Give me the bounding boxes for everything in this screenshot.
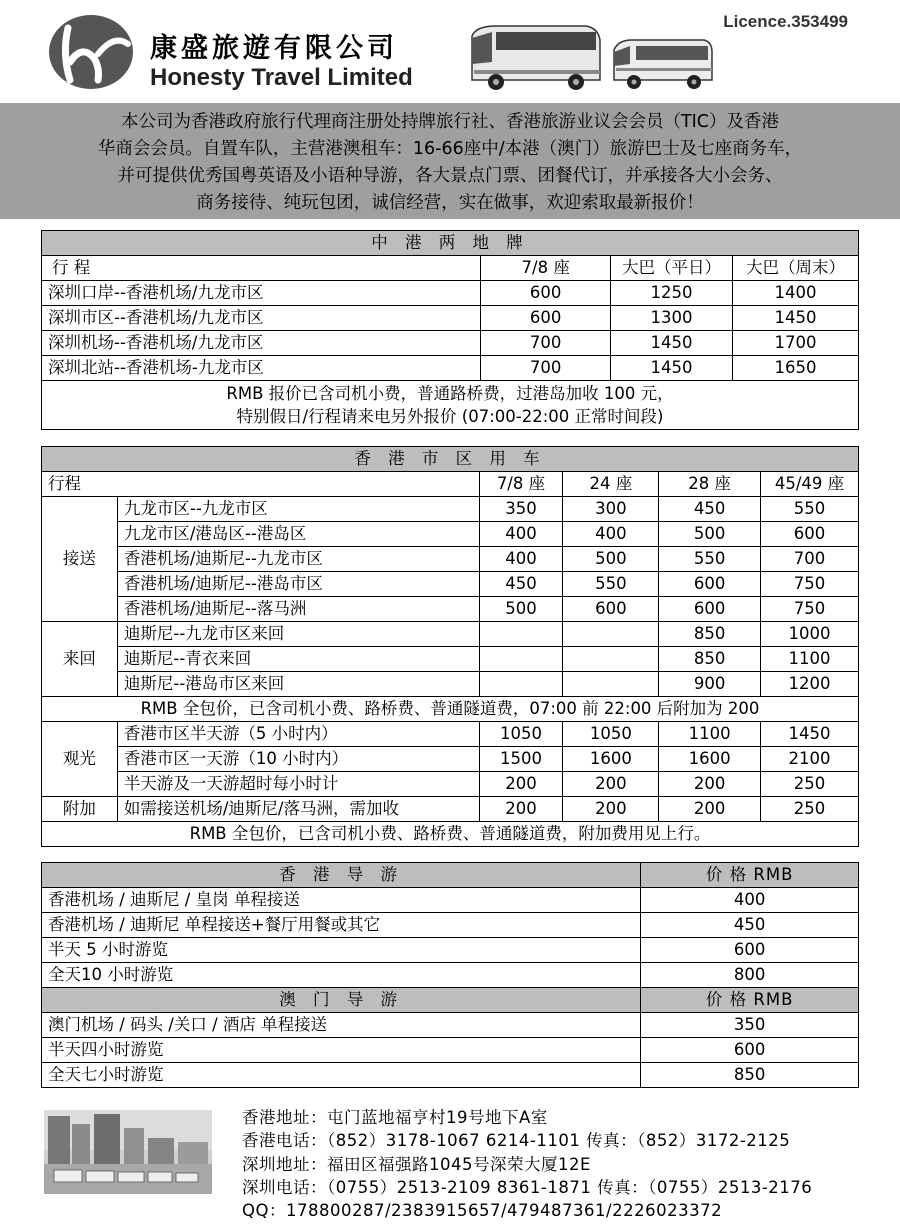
- service-cell: 半天四小时游览: [42, 1038, 641, 1063]
- price-note: RMB 全包价，已含司机小费、路桥费、普通隧道费，附加费用见上行。: [42, 822, 859, 847]
- group-label: 附加: [42, 797, 118, 822]
- column-header: 7/8 座: [481, 256, 611, 281]
- price-cell: 350: [479, 497, 563, 522]
- table-row: [42, 597, 859, 622]
- price-cell: [479, 647, 563, 672]
- price-cell: 700: [761, 547, 859, 572]
- price-cell: 750: [761, 597, 859, 622]
- price-cell: 200: [659, 772, 761, 797]
- price-note: [42, 381, 859, 430]
- price-cell: 1400: [733, 281, 859, 306]
- table-row: [42, 797, 859, 822]
- price-cell: 600: [761, 522, 859, 547]
- price-note: RMB 全包价，已含司机小费、路桥费、普通隧道费，07:00 前 22:00 后附加为 200: [42, 697, 859, 722]
- qq-numbers: QQ：178800287/2383915657/479487361/2226023372: [242, 1201, 723, 1221]
- price-cell: 1050: [479, 722, 563, 747]
- price-cell: [563, 647, 659, 672]
- licence-number: Licence.353499: [723, 12, 848, 31]
- table-row: [42, 672, 859, 697]
- price-cell: 550: [563, 572, 659, 597]
- section-title: 香 港 导 游: [42, 863, 641, 888]
- table-row: [42, 356, 859, 381]
- group-label: 来回: [42, 622, 118, 697]
- route-cell: 九龙市区--九龙市区: [117, 497, 479, 522]
- route-cell: 迪斯尼--港岛市区来回: [117, 672, 479, 697]
- table-row: [42, 772, 859, 797]
- price-cell: 1600: [659, 747, 761, 772]
- column-header: 24 座: [563, 472, 659, 497]
- route-cell: 迪斯尼--青衣来回: [117, 647, 479, 672]
- company-name-cn: 康盛旅遊有限公司: [150, 33, 398, 64]
- table-row: [42, 1013, 859, 1038]
- route-cell: 香港市区一天游（10 小时内）: [117, 747, 479, 772]
- coach-bus-image: [466, 22, 602, 94]
- section-title: 澳 门 导 游: [42, 988, 641, 1013]
- price-cell: 450: [641, 913, 859, 938]
- table-row: [42, 747, 859, 772]
- price-cell: 700: [481, 356, 611, 381]
- hk-address: 香港地址：屯门蓝地福亨村19号地下A室: [242, 1108, 548, 1127]
- table-row: [42, 572, 859, 597]
- service-cell: 全天七小时游览: [42, 1063, 641, 1088]
- group-label: 观光: [42, 722, 118, 797]
- route-cell: 深圳北站--香港机场-九龙市区: [42, 356, 481, 381]
- table-row: [42, 281, 859, 306]
- service-cell: 香港机场 / 迪斯尼 / 皇岗 单程接送: [42, 888, 641, 913]
- service-cell: 香港机场 / 迪斯尼 单程接送+餐厅用餐或其它: [42, 913, 641, 938]
- table-row: [42, 622, 859, 647]
- price-cell: 400: [641, 888, 859, 913]
- price-cell: 400: [479, 522, 563, 547]
- price-cell: 750: [761, 572, 859, 597]
- route-cell: 香港市区半天游（5 小时内）: [117, 722, 479, 747]
- column-header: 大巴（平日）: [611, 256, 733, 281]
- intro-line: 商务接待、纯玩包团，诚信经营，实在做事，欢迎索取最新报价！: [196, 193, 704, 213]
- contact-info: [242, 1106, 812, 1222]
- route-cell: 如需接送机场/迪斯尼/落马洲，需加收: [117, 797, 479, 822]
- table-row: [42, 888, 859, 913]
- table-row: [42, 722, 859, 747]
- column-header: 大巴（周末）: [733, 256, 859, 281]
- hk-phone: 香港电话：（852）3178-1067 6214-1101 传真：（852）3172-2125: [242, 1131, 791, 1151]
- price-header: 价 格 RMB: [641, 988, 859, 1013]
- route-cell: 香港机场/迪斯尼--落马洲: [117, 597, 479, 622]
- price-cell: 1450: [761, 722, 859, 747]
- route-cell: 九龙市区/港岛区--港岛区: [117, 522, 479, 547]
- header: [0, 0, 900, 102]
- note-line: RMB 报价已含司机小费，普通路桥费，过港岛加收 100 元，: [226, 384, 674, 403]
- price-cell: 700: [481, 331, 611, 356]
- price-cell: 450: [659, 497, 761, 522]
- price-cell: 200: [479, 772, 563, 797]
- table-row: [42, 331, 859, 356]
- price-cell: [479, 622, 563, 647]
- table-row: [42, 1038, 859, 1063]
- sz-address: 深圳地址：福田区福强路1045号深荣大厦12E: [242, 1154, 591, 1174]
- route-cell: 深圳口岸--香港机场/九龙市区: [42, 281, 481, 306]
- column-header: 28 座: [659, 472, 761, 497]
- price-cell: 500: [563, 547, 659, 572]
- table-row: [42, 306, 859, 331]
- price-cell: 200: [563, 797, 659, 822]
- price-cell: 1100: [659, 722, 761, 747]
- price-cell: 250: [761, 772, 859, 797]
- section-title: 香 港 市 区 用 车: [42, 447, 859, 472]
- price-cell: [479, 672, 563, 697]
- price-cell: 600: [659, 597, 761, 622]
- price-cell: 1300: [611, 306, 733, 331]
- route-cell: 深圳市区--香港机场/九龙市区: [42, 306, 481, 331]
- price-cell: 850: [659, 622, 761, 647]
- price-cell: [563, 622, 659, 647]
- price-cell: 1450: [611, 356, 733, 381]
- service-cell: 半天 5 小时游览: [42, 938, 641, 963]
- price-cell: 900: [659, 672, 761, 697]
- company-intro: [0, 103, 900, 219]
- cross-border-price-table: [41, 230, 859, 430]
- price-cell: 600: [481, 306, 611, 331]
- price-cell: 250: [761, 797, 859, 822]
- price-cell: 1500: [479, 747, 563, 772]
- price-cell: [563, 672, 659, 697]
- table-row: [42, 522, 859, 547]
- table-row: [42, 913, 859, 938]
- price-cell: 550: [761, 497, 859, 522]
- table-row: [42, 647, 859, 672]
- price-cell: 1600: [563, 747, 659, 772]
- price-cell: 400: [563, 522, 659, 547]
- table-row: [42, 938, 859, 963]
- company-name-en: Honesty Travel Limited: [150, 64, 413, 91]
- sz-phone: 深圳电话：（0755）2513-2109 8361-1871 传真：（0755）2513-2176: [242, 1177, 813, 1197]
- hk-city-car-table: [41, 446, 859, 847]
- price-cell: 400: [479, 547, 563, 572]
- price-cell: 1450: [733, 306, 859, 331]
- price-cell: 1000: [761, 622, 859, 647]
- price-cell: 500: [659, 522, 761, 547]
- group-label: 接送: [42, 497, 118, 622]
- column-header: 行程: [42, 472, 480, 497]
- minibus-image: [610, 34, 714, 92]
- fleet-photo-image: [44, 1110, 212, 1194]
- route-cell: 香港机场/迪斯尼--九龙市区: [117, 547, 479, 572]
- intro-line: 本公司为香港政府旅行代理商注册处持牌旅行社、香港旅游业议会会员（TIC）及香港: [120, 112, 780, 132]
- price-cell: 200: [563, 772, 659, 797]
- price-cell: 450: [479, 572, 563, 597]
- route-cell: 半天游及一天游超时每小时计: [117, 772, 479, 797]
- table-row: [42, 547, 859, 572]
- table-row: [42, 1063, 859, 1088]
- price-cell: 1100: [761, 647, 859, 672]
- price-cell: 600: [641, 1038, 859, 1063]
- column-header: 45/49 座: [761, 472, 859, 497]
- company-logo-icon: [48, 14, 134, 90]
- price-cell: 1050: [563, 722, 659, 747]
- price-cell: 350: [641, 1013, 859, 1038]
- price-cell: 800: [641, 963, 859, 988]
- column-header: 行 程: [42, 256, 481, 281]
- service-cell: 全天10 小时游览: [42, 963, 641, 988]
- service-cell: 澳门机场 / 码头 /关口 / 酒店 单程接送: [42, 1013, 641, 1038]
- price-cell: 1250: [611, 281, 733, 306]
- price-cell: 850: [659, 647, 761, 672]
- price-cell: 600: [563, 597, 659, 622]
- table-row: [42, 963, 859, 988]
- price-cell: 1450: [611, 331, 733, 356]
- note-line: 特别假日/行程请来电另外报价 (07:00-22:00 正常时间段): [236, 407, 664, 426]
- price-cell: 850: [641, 1063, 859, 1088]
- price-cell: 500: [479, 597, 563, 622]
- intro-line: 华商会会员。自置车队，主营港澳租车：16-66座中/本港（澳门）旅游巴士及七座商务车，: [97, 139, 803, 159]
- intro-line: 并可提供优秀国粤英语及小语种导游，各大景点门票、团餐代订，并承接各大小会务、: [117, 166, 783, 186]
- price-cell: 1700: [733, 331, 859, 356]
- price-cell: 300: [563, 497, 659, 522]
- table-row: [42, 497, 859, 522]
- price-cell: 1200: [761, 672, 859, 697]
- price-cell: 200: [479, 797, 563, 822]
- tour-guide-price-table: [41, 862, 859, 1088]
- price-cell: 600: [481, 281, 611, 306]
- price-cell: 200: [659, 797, 761, 822]
- section-title: 中 港 两 地 牌: [42, 231, 859, 256]
- column-header: 7/8 座: [479, 472, 563, 497]
- price-cell: 1650: [733, 356, 859, 381]
- price-cell: 550: [659, 547, 761, 572]
- route-cell: 迪斯尼--九龙市区来回: [117, 622, 479, 647]
- route-cell: 深圳机场--香港机场/九龙市区: [42, 331, 481, 356]
- price-header: 价 格 RMB: [641, 863, 859, 888]
- price-cell: 2100: [761, 747, 859, 772]
- price-cell: 600: [659, 572, 761, 597]
- route-cell: 香港机场/迪斯尼--港岛市区: [117, 572, 479, 597]
- price-cell: 600: [641, 938, 859, 963]
